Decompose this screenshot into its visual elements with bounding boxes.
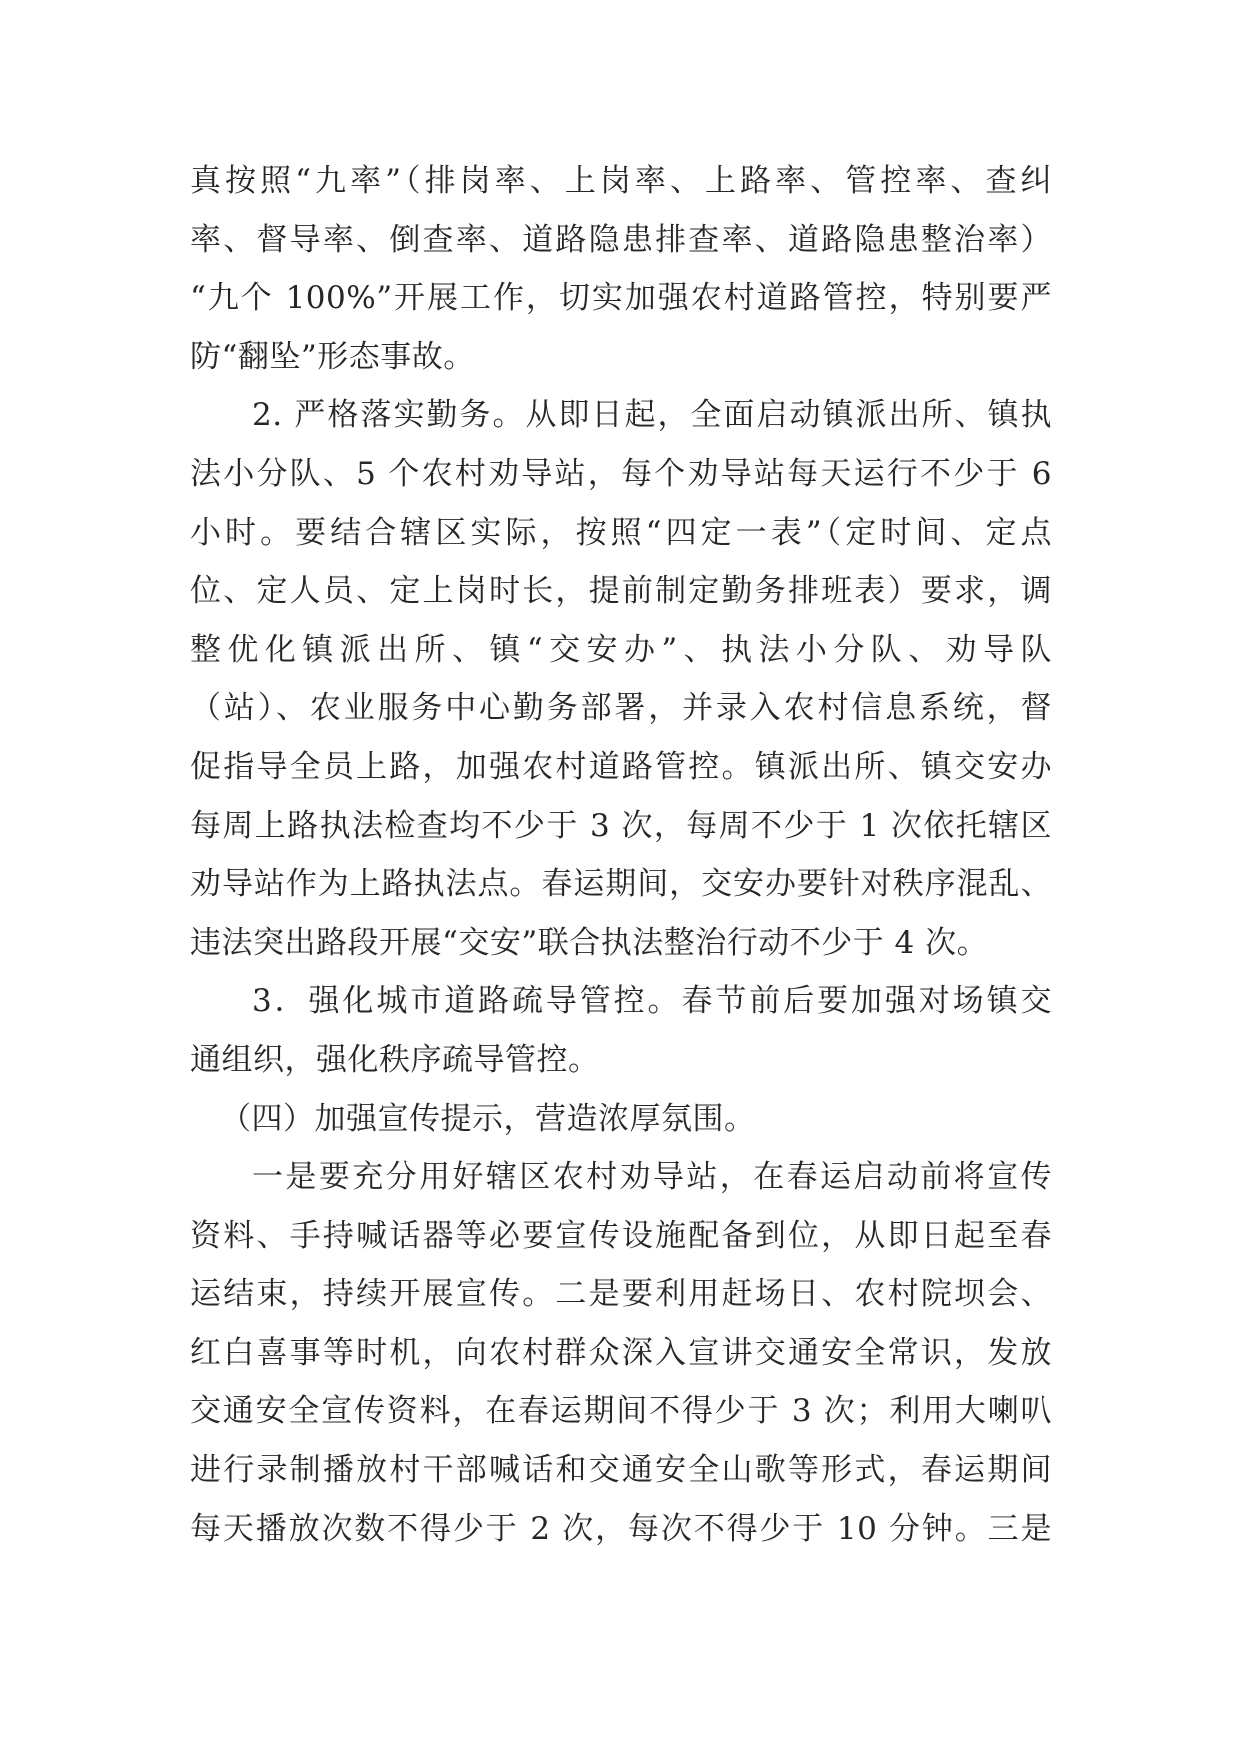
text-line: 促指导全员上路，加强农村道路管控。镇派出所、镇交安办 (190, 748, 1052, 785)
text-line: 通组织，强化秩序疏导管控。 (190, 1041, 600, 1078)
text-line: 资料、手持喊话器等必要宣传设施配备到位，从即日起至春 (190, 1217, 1052, 1254)
text-line: 法小分队、5 个农村劝导站，每个劝导站每天运行不少于 6 (190, 455, 1052, 492)
text-line: 防“翻坠”形态事故。 (190, 338, 475, 375)
text-line: 率、督导率、倒查率、道路隐患排查率、道路隐患整治率） (190, 221, 1052, 258)
paragraph-continuation (190, 152, 1052, 386)
text-line: 位、定人员、定上岗时长，提前制定勤务排班表）要求，调 (190, 573, 1052, 610)
text-line: “九个 100%”开展工作，切实加强农村道路管控，特别要严 (190, 280, 1052, 317)
text-line: （站）、农业服务中心勤务部署，并录入农村信息系统，督 (190, 690, 1052, 727)
text-line: 每周上路执法检查均不少于 3 次，每周不少于 1 次依托辖区 (190, 807, 1052, 844)
text-line: 运结束，持续开展宣传。二是要利用赶场日、农村院坝会、 (190, 1276, 1052, 1313)
text-line: 进行录制播放村干部喊话和交通安全山歌等形式，春运期间 (190, 1452, 1052, 1489)
text-line: 红白喜事等时机，向农村群众深入宣讲交通安全常识，发放 (190, 1334, 1052, 1371)
text-line: 一是要充分用好辖区农村劝导站，在春运启动前将宣传 (252, 1159, 1052, 1196)
text-line: 小时。要结合辖区实际，按照“四定一表”（定时间、定点 (190, 514, 1052, 551)
document-body (190, 152, 1052, 1558)
section-heading-text: （四）加强宣传提示，营造浓厚氛围。 (220, 1100, 756, 1137)
text-line: 交通安全宣传资料，在春运期间不得少于 3 次；利用大喇叭 (190, 1393, 1052, 1430)
text-line: 违法突出路段开展“交安”联合执法整治行动不少于 4 次。 (190, 924, 989, 961)
text-line: 整优化镇派出所、镇“交安办”、执法小分队、劝导队 (190, 631, 1052, 668)
text-line: 2. 严格落实勤务。从即日起，全面启动镇派出所、镇执 (252, 397, 1052, 434)
paragraph-publicity (190, 1148, 1052, 1558)
text-line: 每天播放次数不得少于 2 次，每次不得少于 10 分钟。三是 (190, 1510, 1052, 1547)
paragraph-item-3 (190, 972, 1052, 1089)
paragraph-item-2 (190, 386, 1052, 972)
section-heading-4 (190, 1090, 1052, 1149)
text-line: 3．强化城市道路疏导管控。春节前后要加强对场镇交 (252, 983, 1052, 1020)
text-line: 劝导站作为上路执法点。春运期间，交安办要针对秩序混乱、 (190, 866, 1052, 903)
text-line: 真按照“九率”（排岗率、上岗率、上路率、管控率、查纠 (190, 163, 1052, 199)
